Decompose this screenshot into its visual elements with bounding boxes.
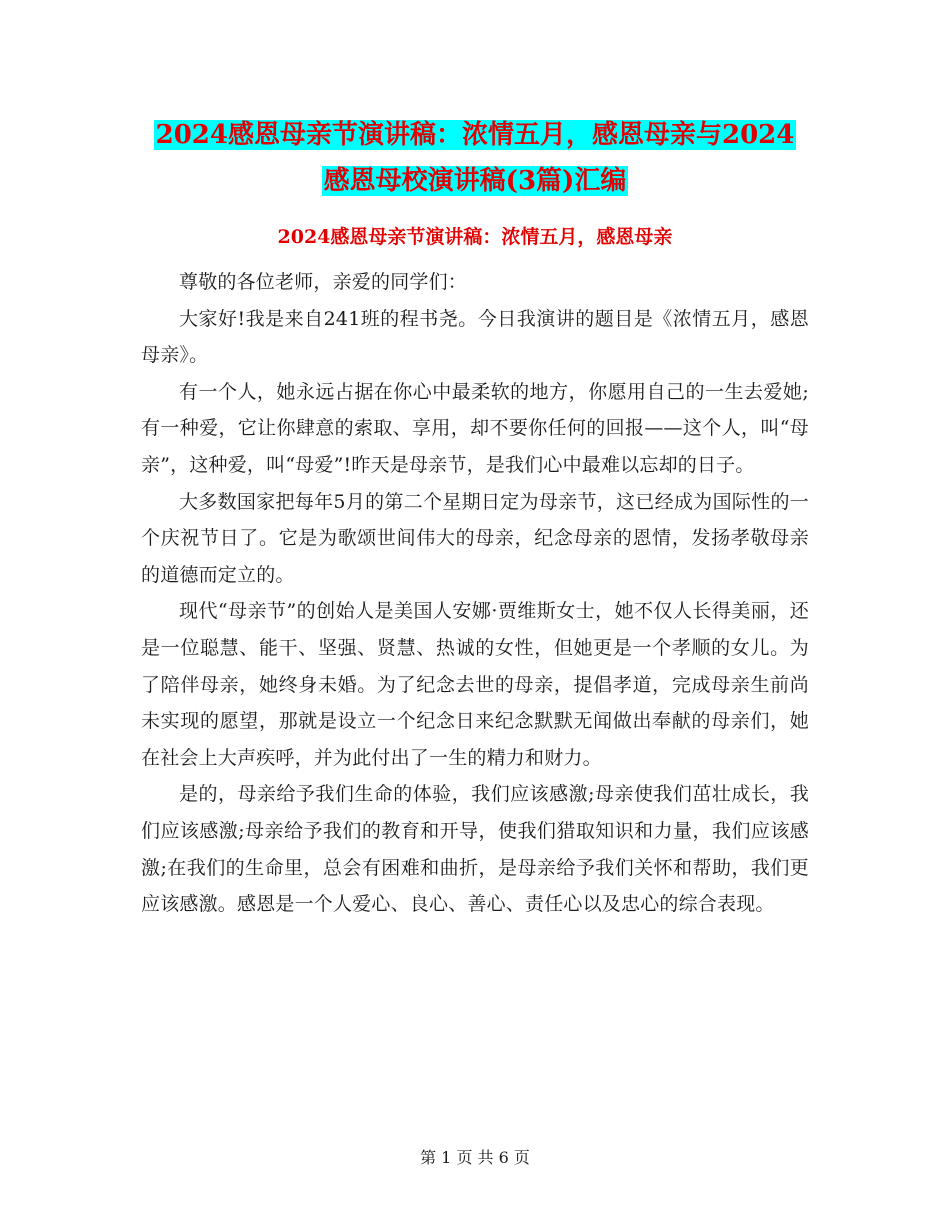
paragraph-mothers-day: 大多数国家把每年5月的第二个星期日定为母亲节，这已经成为国际性的一个庆祝节日了。它是为歌颂世间伟大的母亲，纪念母亲的恩情，发扬孝敬母亲的道德而定立的。 [141, 490, 809, 586]
paragraph-greeting: 大家好!我是来自241班的程书尧。今日我演讲的题目是《浓情五月，感恩母亲》。 [141, 307, 809, 367]
document-body [141, 264, 809, 923]
title-line-2: 感恩母校演讲稿(3篇)汇编 [323, 166, 627, 196]
section-title: 2024感恩母亲节演讲稿：浓情五月，感恩母亲 [277, 226, 673, 248]
paragraph-founder: 现代“母亲节”的创始人是美国人安娜·贾维斯女士，她不仅人长得美丽，还是一位聪慧、能干、坚强、贤慧、热诚的女性，但她更是一个孝顺的女儿。为了陪伴母亲，她终身未婚。为了纪念去世的母亲，提倡孝道，完成母亲生前尚未实现的愿望，那就是设立一个纪念日来纪念默默无闻做出奉献的母亲们，她在社会上大声疾呼，并为此付出了一生的精力和财力。 [141, 600, 809, 769]
document-title [140, 112, 810, 204]
paragraph-mother-love: 有一个人，她永远占据在你心中最柔软的地方，你愿用自己的一生去爱她;有一种爱，它让你肆意的索取、享用，却不要你任何的回报——这个人，叫“母亲”，这种爱，叫“母爱”!昨天是母亲节，是我们心中最难以忘却的日子。 [141, 380, 809, 476]
paragraph-gratitude: 是的，母亲给予我们生命的体验，我们应该感激;母亲使我们茁壮成长，我们应该感激;母亲给予我们的教育和开导，使我们猎取知识和力量，我们应该感激;在我们的生命里，总会有困难和曲折，是母亲给予我们关怀和帮助，我们更应该感激。感恩是一个人爱心、良心、善心、责任心以及忠心的综合表现。 [141, 783, 809, 916]
paragraph-salutation: 尊敬的各位老师，亲爱的同学们： [179, 271, 468, 293]
page-footer: 第 1 页 共 6 页 [420, 1148, 530, 1167]
title-line-1: 2024感恩母亲节演讲稿：浓情五月，感恩母亲与2024 [155, 120, 795, 150]
